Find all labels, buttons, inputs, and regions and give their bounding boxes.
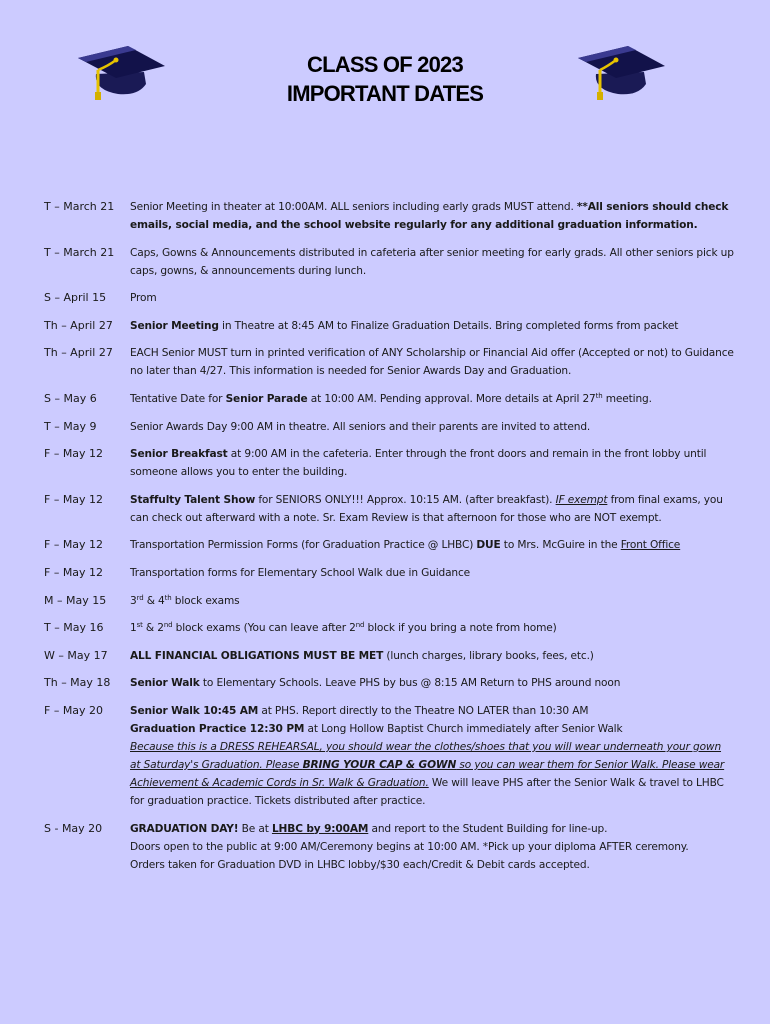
event-description: Caps, Gowns & Announcements distributed in cafeteria after senior meeting for early grads. All other seniors pick up caps, gowns, & announcements during lunch. <box>130 246 734 277</box>
page-title <box>0 50 770 108</box>
event-description: ALL FINANCIAL OBLIGATIONS MUST BE MET (lunch charges, library books, fees, etc.) <box>130 649 594 662</box>
important-dates-list <box>44 198 734 883</box>
event-description: Senior Walk to Elementary Schools. Leave PHS by bus @ 8:15 AM Return to PHS around noon <box>130 677 621 690</box>
event-description: Staffulty Talent Show for SENIORS ONLY!!! Approx. 10:15 AM. (after breakfast). IF exempt from final exams, you can check out afterward with a note. Sr. Exam Review is that afternoon for those who are NOT exempt. <box>130 493 723 524</box>
title-line-2: IMPORTANT DATES <box>286 81 484 106</box>
event-description: Senior Breakfast at 9:00 AM in the cafeteria. Enter through the front doors and remain in the front lobby until someone allows you to enter the building. <box>130 448 707 479</box>
event-date: M – May 15 <box>44 593 107 607</box>
list-item <box>44 445 734 481</box>
event-date: T – March 21 <box>44 200 115 213</box>
event-date: W – May 17 <box>44 648 108 662</box>
event-date: F – May 12 <box>44 565 104 579</box>
event-date: S – April 15 <box>44 291 107 305</box>
list-item <box>44 592 734 610</box>
list-item <box>44 647 734 665</box>
list-item <box>44 198 734 234</box>
list-item <box>44 289 734 307</box>
event-description: Senior Awards Day 9:00 AM in theatre. All seniors and their parents are invited to attend. <box>130 420 591 433</box>
event-date: S - May 20 <box>44 821 103 835</box>
event-date: F – May 20 <box>44 703 104 717</box>
list-item <box>44 564 734 582</box>
event-date: Th – April 27 <box>44 318 113 332</box>
list-item <box>44 820 734 874</box>
event-description: 1st & 2nd block exams (You can leave after 2nd block if you bring a note from home) <box>130 621 557 635</box>
event-date: T – May 16 <box>44 621 104 635</box>
list-item <box>44 491 734 527</box>
event-date: Th – May 18 <box>44 676 111 690</box>
event-date: T – May 9 <box>44 419 97 433</box>
list-item <box>44 418 734 436</box>
event-description: Prom <box>130 292 157 305</box>
event-date: S – May 6 <box>44 391 97 405</box>
event-date: T – March 21 <box>44 245 115 259</box>
list-item <box>44 390 734 408</box>
event-date: F – May 12 <box>44 492 104 506</box>
event-date: F – May 12 <box>44 538 104 552</box>
event-description: Tentative Date for Senior Parade at 10:00 AM. Pending approval. More details at April 27th meeting. <box>130 391 652 405</box>
list-item <box>44 317 734 335</box>
list-item <box>44 536 734 554</box>
list-item <box>44 619 734 637</box>
event-description: EACH Senior MUST turn in printed verification of ANY Scholarship or Financial Aid offer (Accepted or not) to Guidance no later than 4/27. This information is needed for Senior Awards Day and Graduation. <box>130 347 734 378</box>
event-date: Th – April 27 <box>44 346 113 360</box>
list-item <box>44 674 734 692</box>
event-description: Transportation forms for Elementary School Walk due in Guidance <box>130 566 471 579</box>
list-item <box>44 702 734 810</box>
event-description: Senior Meeting in Theatre at 8:45 AM to Finalize Graduation Details. Bring completed forms from packet <box>130 319 679 332</box>
event-description: Senior Walk 10:45 AM at PHS. Report directly to the Theatre NO LATER than 10:30 AM Graduation Practice 12:30 PM at Long Hollow Baptist Church immediately after Senior Walk Because this is a DRESS REHEARSAL, you should wear the clothes/shoes that you will wear underneath your gown at Saturday's Graduation. Please BRING YOUR CAP & GOWN so you can wear them for Senior Walk. Please wear Achievement & Academic Cords in Sr. Walk & Graduation. We will leave PHS after the Senior Walk & travel to LHBC for graduation practice. Tickets distributed after practice. <box>130 704 725 807</box>
event-description: 3rd & 4th block exams <box>130 593 240 607</box>
title-line-1: CLASS OF 2023 <box>307 52 463 77</box>
event-date: F – May 12 <box>44 447 104 461</box>
event-description: Transportation Permission Forms (for Graduation Practice @ LHBC) DUE to Mrs. McGuire in the Front Office <box>130 539 681 552</box>
event-description: Senior Meeting in theater at 10:00AM. ALL seniors including early grads MUST attend. **All seniors should check emails, social media, and the school website regularly for any additional graduation information. <box>130 201 729 231</box>
list-item <box>44 244 734 280</box>
event-description: GRADUATION DAY! Be at LHBC by 9:00AM and report to the Student Building for line-up. Doors open to the public at 9:00 AM/Ceremony begins at 10:00 AM. *Pick up your diploma AFTER ceremony. Orders taken for Graduation DVD in LHBC lobby/$30 each/Credit & Debit cards accepted. <box>130 822 689 871</box>
list-item <box>44 344 734 380</box>
